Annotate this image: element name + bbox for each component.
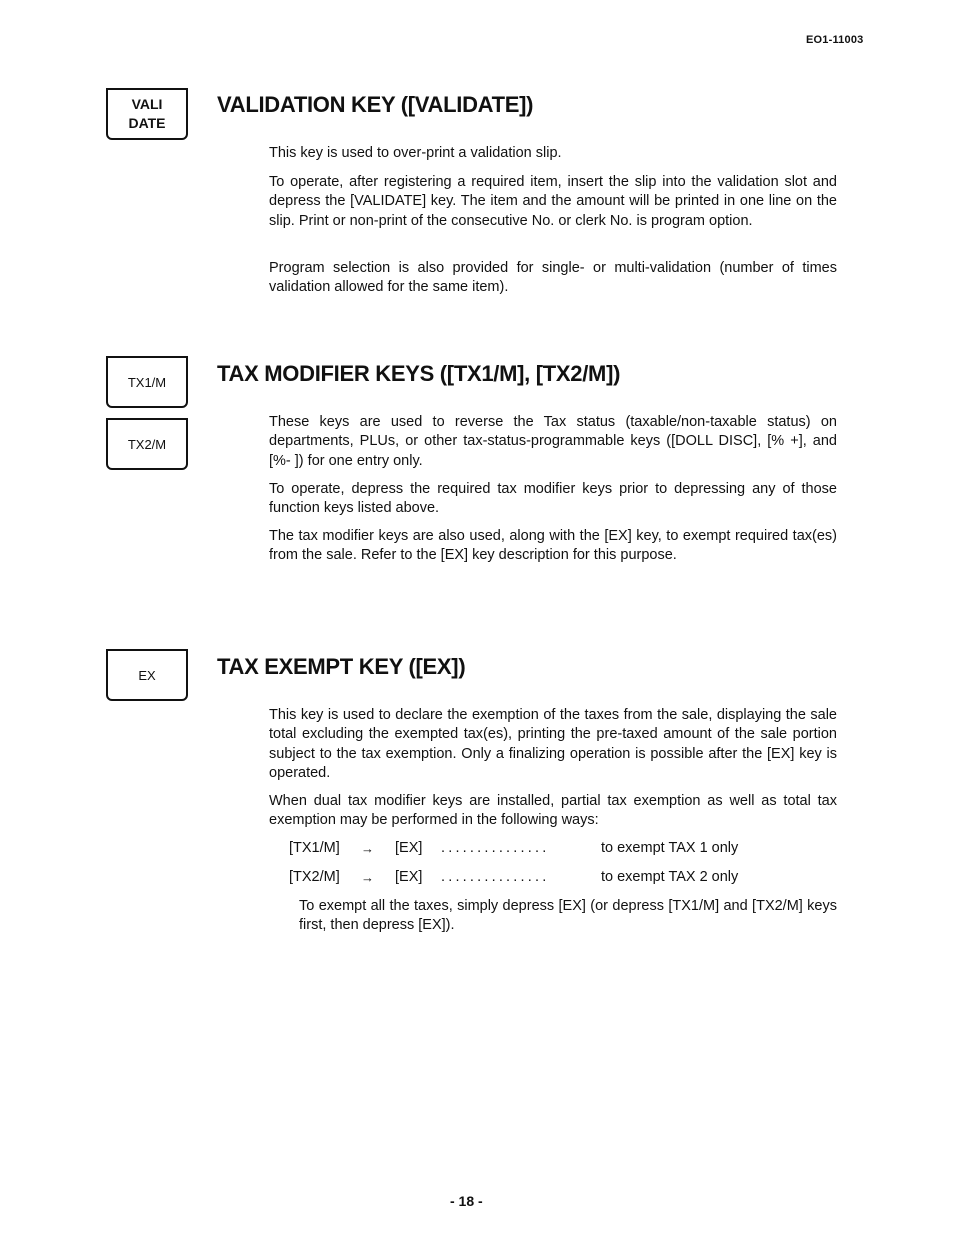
sequence-description: to exempt TAX 2 only xyxy=(601,869,739,885)
arrow-icon: → xyxy=(361,870,374,885)
ex-key-icon xyxy=(106,649,188,701)
arrow-icon: → xyxy=(361,841,374,856)
exempt-sequence-row xyxy=(289,839,759,859)
section-heading-validation: VALIDATION KEY ([VALIDATE]) xyxy=(217,92,534,117)
tax-exempt-paragraph-2: When dual tax modifier keys are installed, partial tax exemption as well as total tax exemption may be performed in the following ways: xyxy=(269,793,837,829)
tax-exempt-closing-paragraph: To exempt all the taxes, simply depress [EX] (or depress [TX1/M] and [TX2/M] keys first, then depress [EX]). xyxy=(299,898,837,934)
section-heading-tax-modifier: TAX MODIFIER KEYS ([TX1/M], [TX2/M]) xyxy=(217,361,621,386)
validate-key-icon xyxy=(106,88,188,140)
validation-paragraph-3: Program selection is also provided for single- or multi-validation (number of times validation allowed for the same item). xyxy=(269,260,837,296)
leader-dots: ............... xyxy=(441,869,550,885)
tx2m-key-icon xyxy=(106,418,188,470)
document-id: EO1-11003 xyxy=(806,34,864,46)
validation-paragraph-1: This key is used to over-print a validation slip. xyxy=(269,145,562,161)
sequence-key-2: [EX] xyxy=(395,840,423,856)
tx1m-key-icon xyxy=(106,356,188,408)
page-number: - 18 - xyxy=(450,1193,483,1209)
tax-exempt-paragraph-1: This key is used to declare the exemption of the taxes from the sale, displaying the sale total excluding the exempted tax(es), printing the pre-taxed amount of the sale portion subject to the tax exemption. Only a finalizing operation is possible after the [EX] key is operated. xyxy=(269,707,837,781)
tax-modifier-paragraph-1: These keys are used to reverse the Tax status (taxable/non-taxable status) on departments, PLUs, or other tax-status-programmable keys ([DOLL DISC], [% +], and [%- ]) for one entry only. xyxy=(269,414,837,469)
exempt-sequence-row xyxy=(289,868,759,888)
tax-modifier-paragraph-3: The tax modifier keys are also used, along with the [EX] key, to exempt required tax(es) from the sale. Refer to the [EX] key description for this purpose. xyxy=(269,528,837,564)
key-label-line2: DATE xyxy=(128,115,166,131)
key-label-line1: VALI xyxy=(131,96,163,112)
section-heading-tax-exempt: TAX EXEMPT KEY ([EX]) xyxy=(217,654,466,679)
key-label: EX xyxy=(138,667,156,683)
validation-paragraph-2: To operate, after registering a required item, insert the slip into the validation slot and depress the [VALIDATE] key. The item and the amount will be printed in one line on the slip. Print or non-print of the consecutive No. or clerk No. is program option. xyxy=(269,174,837,229)
sequence-description: to exempt TAX 1 only xyxy=(601,840,739,856)
key-label: TX1/M xyxy=(127,374,167,390)
sequence-key-1: [TX2/M] xyxy=(289,869,340,885)
tax-modifier-paragraph-2: To operate, depress the required tax modifier keys prior to depressing any of those function keys listed above. xyxy=(269,481,837,517)
leader-dots: ............... xyxy=(441,840,550,856)
sequence-key-2: [EX] xyxy=(395,869,423,885)
key-label: TX2/M xyxy=(127,436,167,452)
sequence-key-1: [TX1/M] xyxy=(289,840,340,856)
